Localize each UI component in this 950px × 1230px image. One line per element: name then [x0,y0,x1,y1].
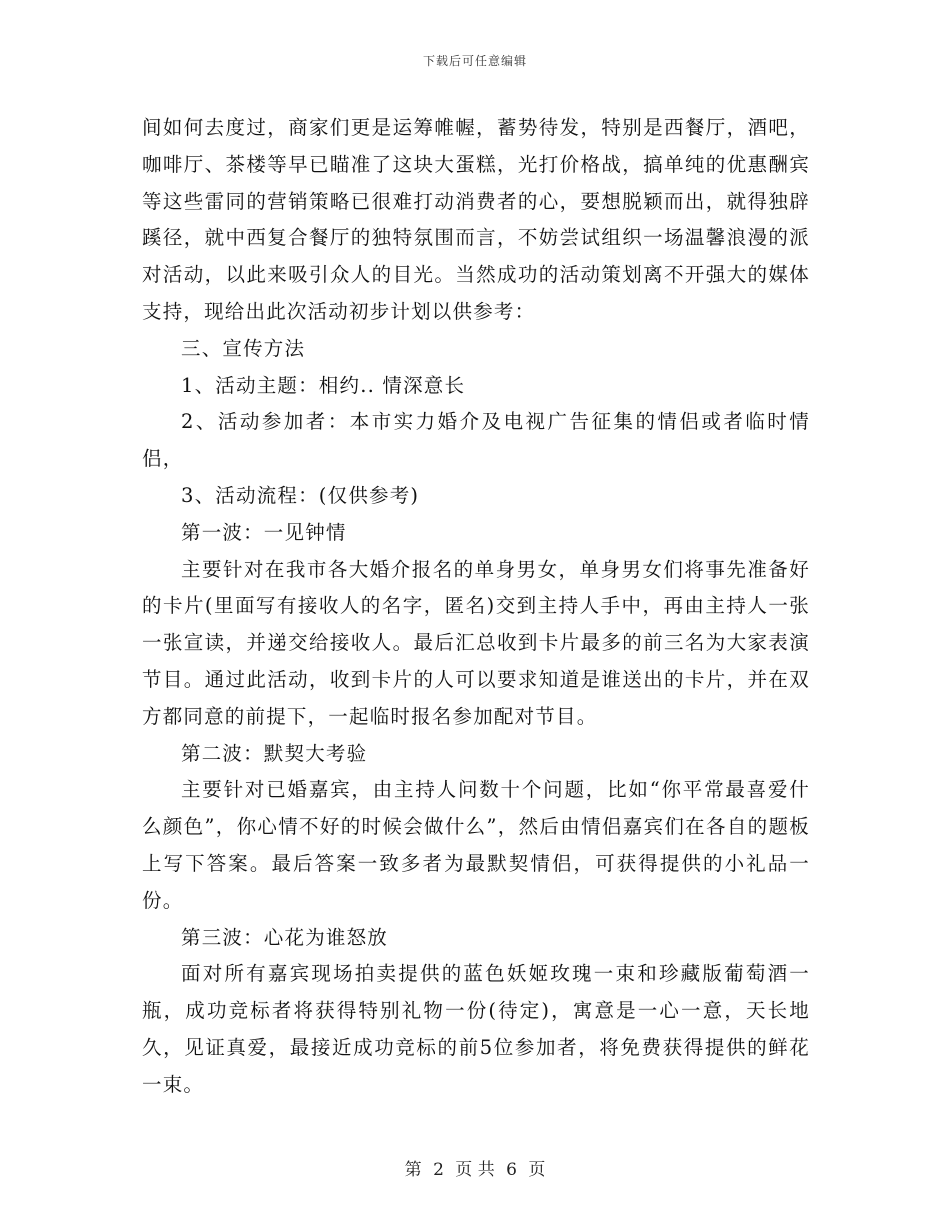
list-item-participants: 2、活动参加者：本市实力婚介及电视广告征集的情侣或者临时情侣， [142,410,810,471]
paragraph-wave-2: 主要针对已婚嘉宾，由主持人问数十个问题，比如“你平常最喜爱什么颜色”，你心情不好的时候会做什么”，然后由情侣嘉宾们在各自的题板上写下答案。最后答案一致多者为最默契情侣，可获得提供的小礼品一份。 [142,778,810,912]
footer-prefix: 第 [404,1160,422,1180]
page-footer [0,1155,950,1180]
subheading-wave-3: 第三波：心花为谁怒放 [181,925,389,949]
footer-total-pages: 6 [506,1160,517,1180]
paragraph-wave-3: 面对所有嘉宾现场拍卖提供的蓝色妖姬玫瑰一束和珍藏版葡萄酒一瓶，成功竞标者将获得特别礼物一份(待定)，寓意是一心一意，天长地久，见证真爱，最接近成功竞标的前5位参加者，将免费获得提供的鲜花一束。 [142,962,810,1096]
paragraph-intro: 间如何去度过，商家们更是运筹帷幄，蓄势待发，特别是西餐厅，酒吧，咖啡厅、茶楼等早已瞄准了这块大蛋糕，光打价格战，搞单纯的优惠酬宾等这些雷同的营销策略已很难打动消费者的心，要想脱颖而出，就得独辟蹊径，就中西复合餐厅的独特氛围而言，不妨尝试组织一场温馨浪漫的派对活动，以此来吸引众人的目光。当然成功的活动策划离不开强大的媒体支持，现给出此次活动初步计划以供参考： [142,116,810,323]
document-body [142,110,810,1104]
list-item-process: 3、活动流程：(仅供参考) [181,483,420,507]
list-item-theme: 1、活动主题：相约.. 情深意长 [181,373,466,397]
footer-middle: 页 共 [455,1160,495,1180]
subheading-wave-1: 第一波：一见钟情 [181,520,347,544]
paragraph-wave-1: 主要针对在我市各大婚介报名的单身男女，单身男女们将事先准备好的卡片(里面写有接收人的名字，匿名)交到主持人手中，再由主持人一张一张宣读，并递交给接收人。最后汇总收到卡片最多的前三名为大家表演节目。通过此活动，收到卡片的人可以要求知道是谁送出的卡片，并在双方都同意的前提下，一起临时报名参加配对节目。 [142,557,810,728]
footer-suffix: 页 [528,1160,546,1180]
section-heading-promotion: 三、宣传方法 [181,336,306,360]
footer-page-number: 2 [433,1160,444,1180]
page-header-note: 下载后可任意编辑 [422,54,527,68]
subheading-wave-2: 第二波：默契大考验 [181,741,368,765]
